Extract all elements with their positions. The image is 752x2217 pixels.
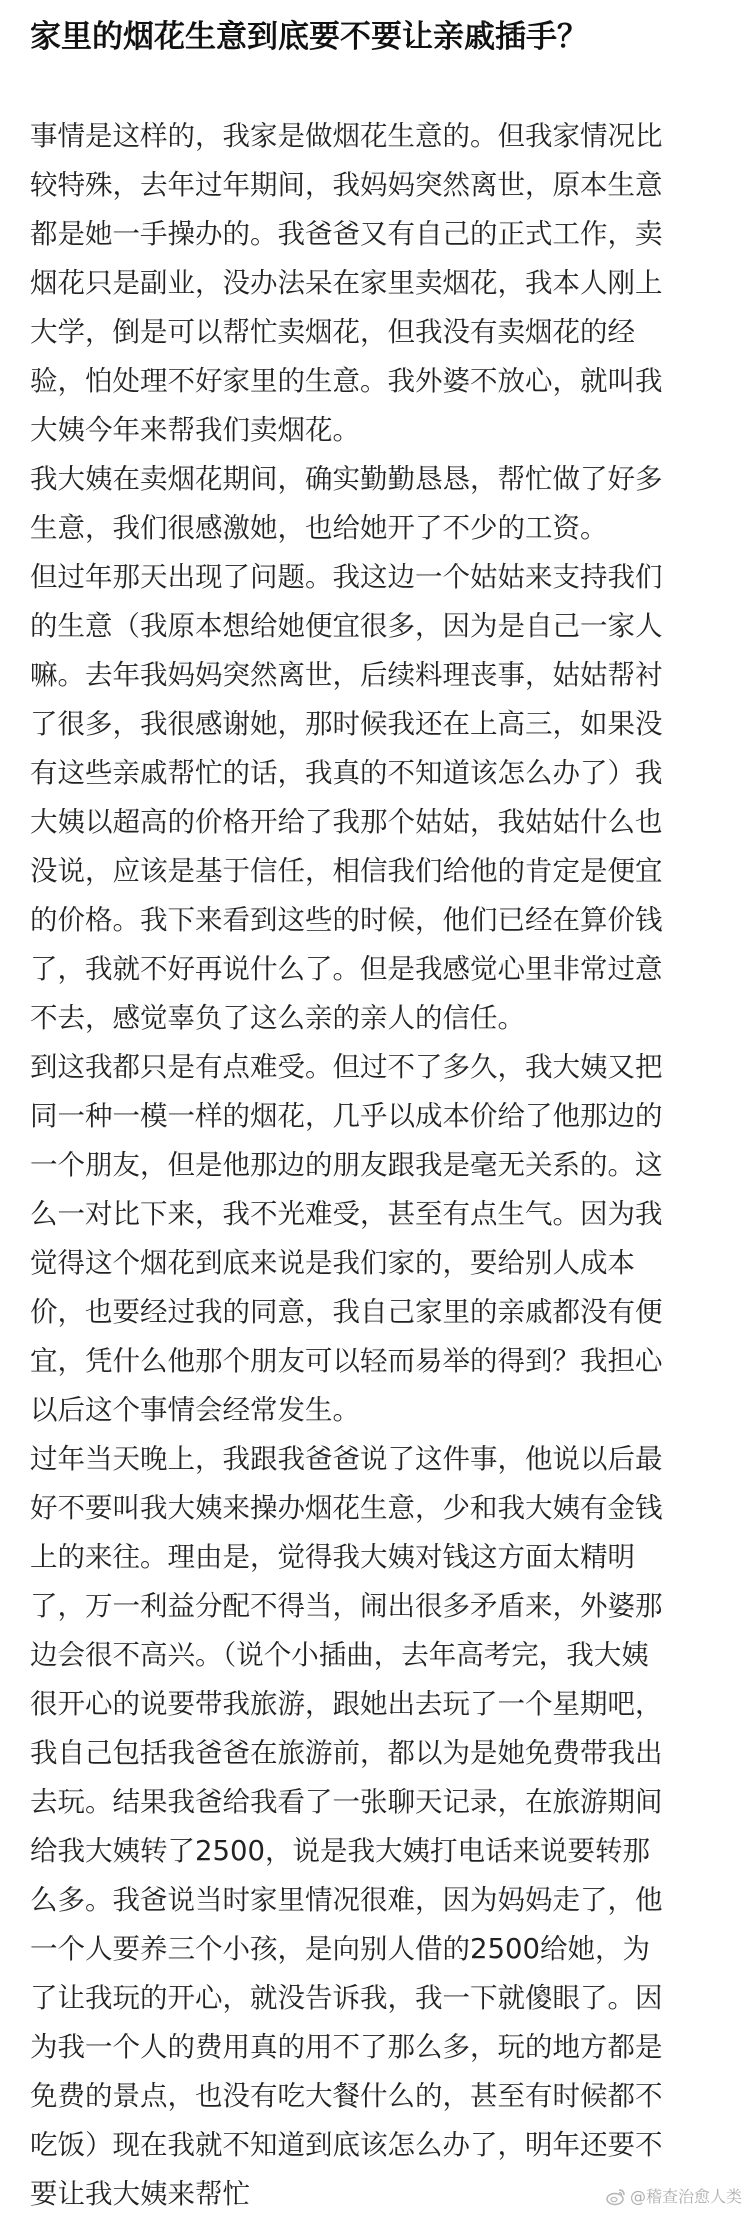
text-line: 去玩。结果我爸给我看了一张聊天记录，在旅游期间: [30, 1786, 663, 1818]
text-line: 大姨以超高的价格开给了我那个姑姑，我姑姑什么也: [30, 806, 663, 838]
watermark-text: @稽查治愈人类: [629, 2187, 742, 2206]
text-line: 事情是这样的，我家是做烟花生意的。但我家情况比: [30, 120, 663, 152]
text-line: 以后这个事情会经常发生。: [30, 1394, 360, 1426]
text-line: 吃饭）现在我就不知道到底该怎么办了，明年还要不: [30, 2129, 663, 2161]
text-line: 我自己包括我爸爸在旅游前，都以为是她免费带我出: [30, 1737, 663, 1769]
weibo-icon: [606, 2188, 626, 2206]
paragraph-3: [30, 553, 730, 1043]
text-line: 价，也要经过我的同意，我自己家里的亲戚都没有便: [30, 1296, 663, 1328]
text-line: 有这些亲戚帮忙的话，我真的不知道该怎么办了）我: [30, 757, 663, 789]
text-line: 为我一个人的费用真的用不了那么多，玩的地方都是: [30, 2031, 663, 2063]
text-line: 都是她一手操办的。我爸爸又有自己的正式工作，卖: [30, 218, 663, 250]
text-line: 好不要叫我大姨来操办烟花生意，少和我大姨有金钱: [30, 1492, 663, 1524]
text-line: 到这我都只是有点难受。但过不了多久，我大姨又把: [30, 1051, 663, 1083]
paragraph-5: [30, 1435, 730, 2217]
text-line: 较特殊，去年过年期间，我妈妈突然离世，原本生意: [30, 169, 663, 201]
text-line: 过年当天晚上，我跟我爸爸说了这件事，他说以后最: [30, 1443, 663, 1475]
text-line: 么多。我爸说当时家里情况很难，因为妈妈走了，他: [30, 1884, 663, 1916]
text-line: 大学，倒是可以帮忙卖烟花，但我没有卖烟花的经: [30, 316, 635, 348]
text-line: 的生意（我原本想给她便宜很多，因为是自己一家人: [30, 610, 663, 642]
text-line: 很开心的说要带我旅游，跟她出去玩了一个星期吧，: [30, 1688, 663, 1720]
text-line: 嘛。去年我妈妈突然离世，后续料理丧事，姑姑帮衬: [30, 659, 663, 691]
weibo-watermark: [606, 2185, 742, 2209]
text-line: 验，怕处理不好家里的生意。我外婆不放心，就叫我: [30, 365, 663, 397]
text-line: 上的来往。理由是，觉得我大姨对钱这方面太精明: [30, 1541, 635, 1573]
text-line: 不去，感觉辜负了这么亲的亲人的信任。: [30, 1002, 525, 1034]
text-line: 但过年那天出现了问题。我这边一个姑姑来支持我们: [30, 561, 663, 593]
text-line: 了，我就不好再说什么了。但是我感觉心里非常过意: [30, 953, 663, 985]
text-line: 我大姨在卖烟花期间，确实勤勤恳恳，帮忙做了好多: [30, 463, 663, 495]
paragraph-1: [30, 112, 730, 455]
text-line: 同一种一模一样的烟花，几乎以成本价给了他那边的: [30, 1100, 663, 1132]
text-line: 了让我玩的开心，就没告诉我，我一下就傻眼了。因: [30, 1982, 663, 2014]
text-line: 么一对比下来，我不光难受，甚至有点生气。因为我: [30, 1198, 663, 1230]
text-line: 要让我大姨来帮忙: [30, 2178, 250, 2210]
article-title: 家里的烟花生意到底要不要让亲戚插手？: [30, 19, 588, 55]
text-line: 烟花只是副业，没办法呆在家里卖烟花，我本人刚上: [30, 267, 663, 299]
text-line: 了很多，我很感谢她，那时候我还在上高三，如果没: [30, 708, 663, 740]
text-line: 一个朋友，但是他那边的朋友跟我是毫无关系的。这: [30, 1149, 663, 1181]
text-line: 的价格。我下来看到这些的时候，他们已经在算价钱: [30, 904, 663, 936]
text-line: 免费的景点，也没有吃大餐什么的，甚至有时候都不: [30, 2080, 663, 2112]
text-line: 一个人要养三个小孩，是向别人借的2500给她，为: [30, 1933, 650, 1965]
text-line: 大姨今年来帮我们卖烟花。: [30, 414, 360, 446]
text-line: 生意，我们很感激她，也给她开了不少的工资。: [30, 512, 608, 544]
paragraph-4: [30, 1043, 730, 1435]
article-body: [30, 112, 730, 2217]
text-line: 了，万一利益分配不得当，闹出很多矛盾来，外婆那: [30, 1590, 663, 1622]
text-line: 宜，凭什么他那个朋友可以轻而易举的得到？我担心: [30, 1345, 663, 1377]
text-line: 边会很不高兴。（说个小插曲，去年高考完，我大姨: [30, 1639, 649, 1671]
text-line: 没说，应该是基于信任，相信我们给他的肯定是便宜: [30, 855, 663, 887]
text-line: 给我大姨转了2500，说是我大姨打电话来说要转那: [30, 1835, 650, 1867]
text-line: 觉得这个烟花到底来说是我们家的，要给别人成本: [30, 1247, 635, 1279]
paragraph-2: [30, 455, 730, 553]
